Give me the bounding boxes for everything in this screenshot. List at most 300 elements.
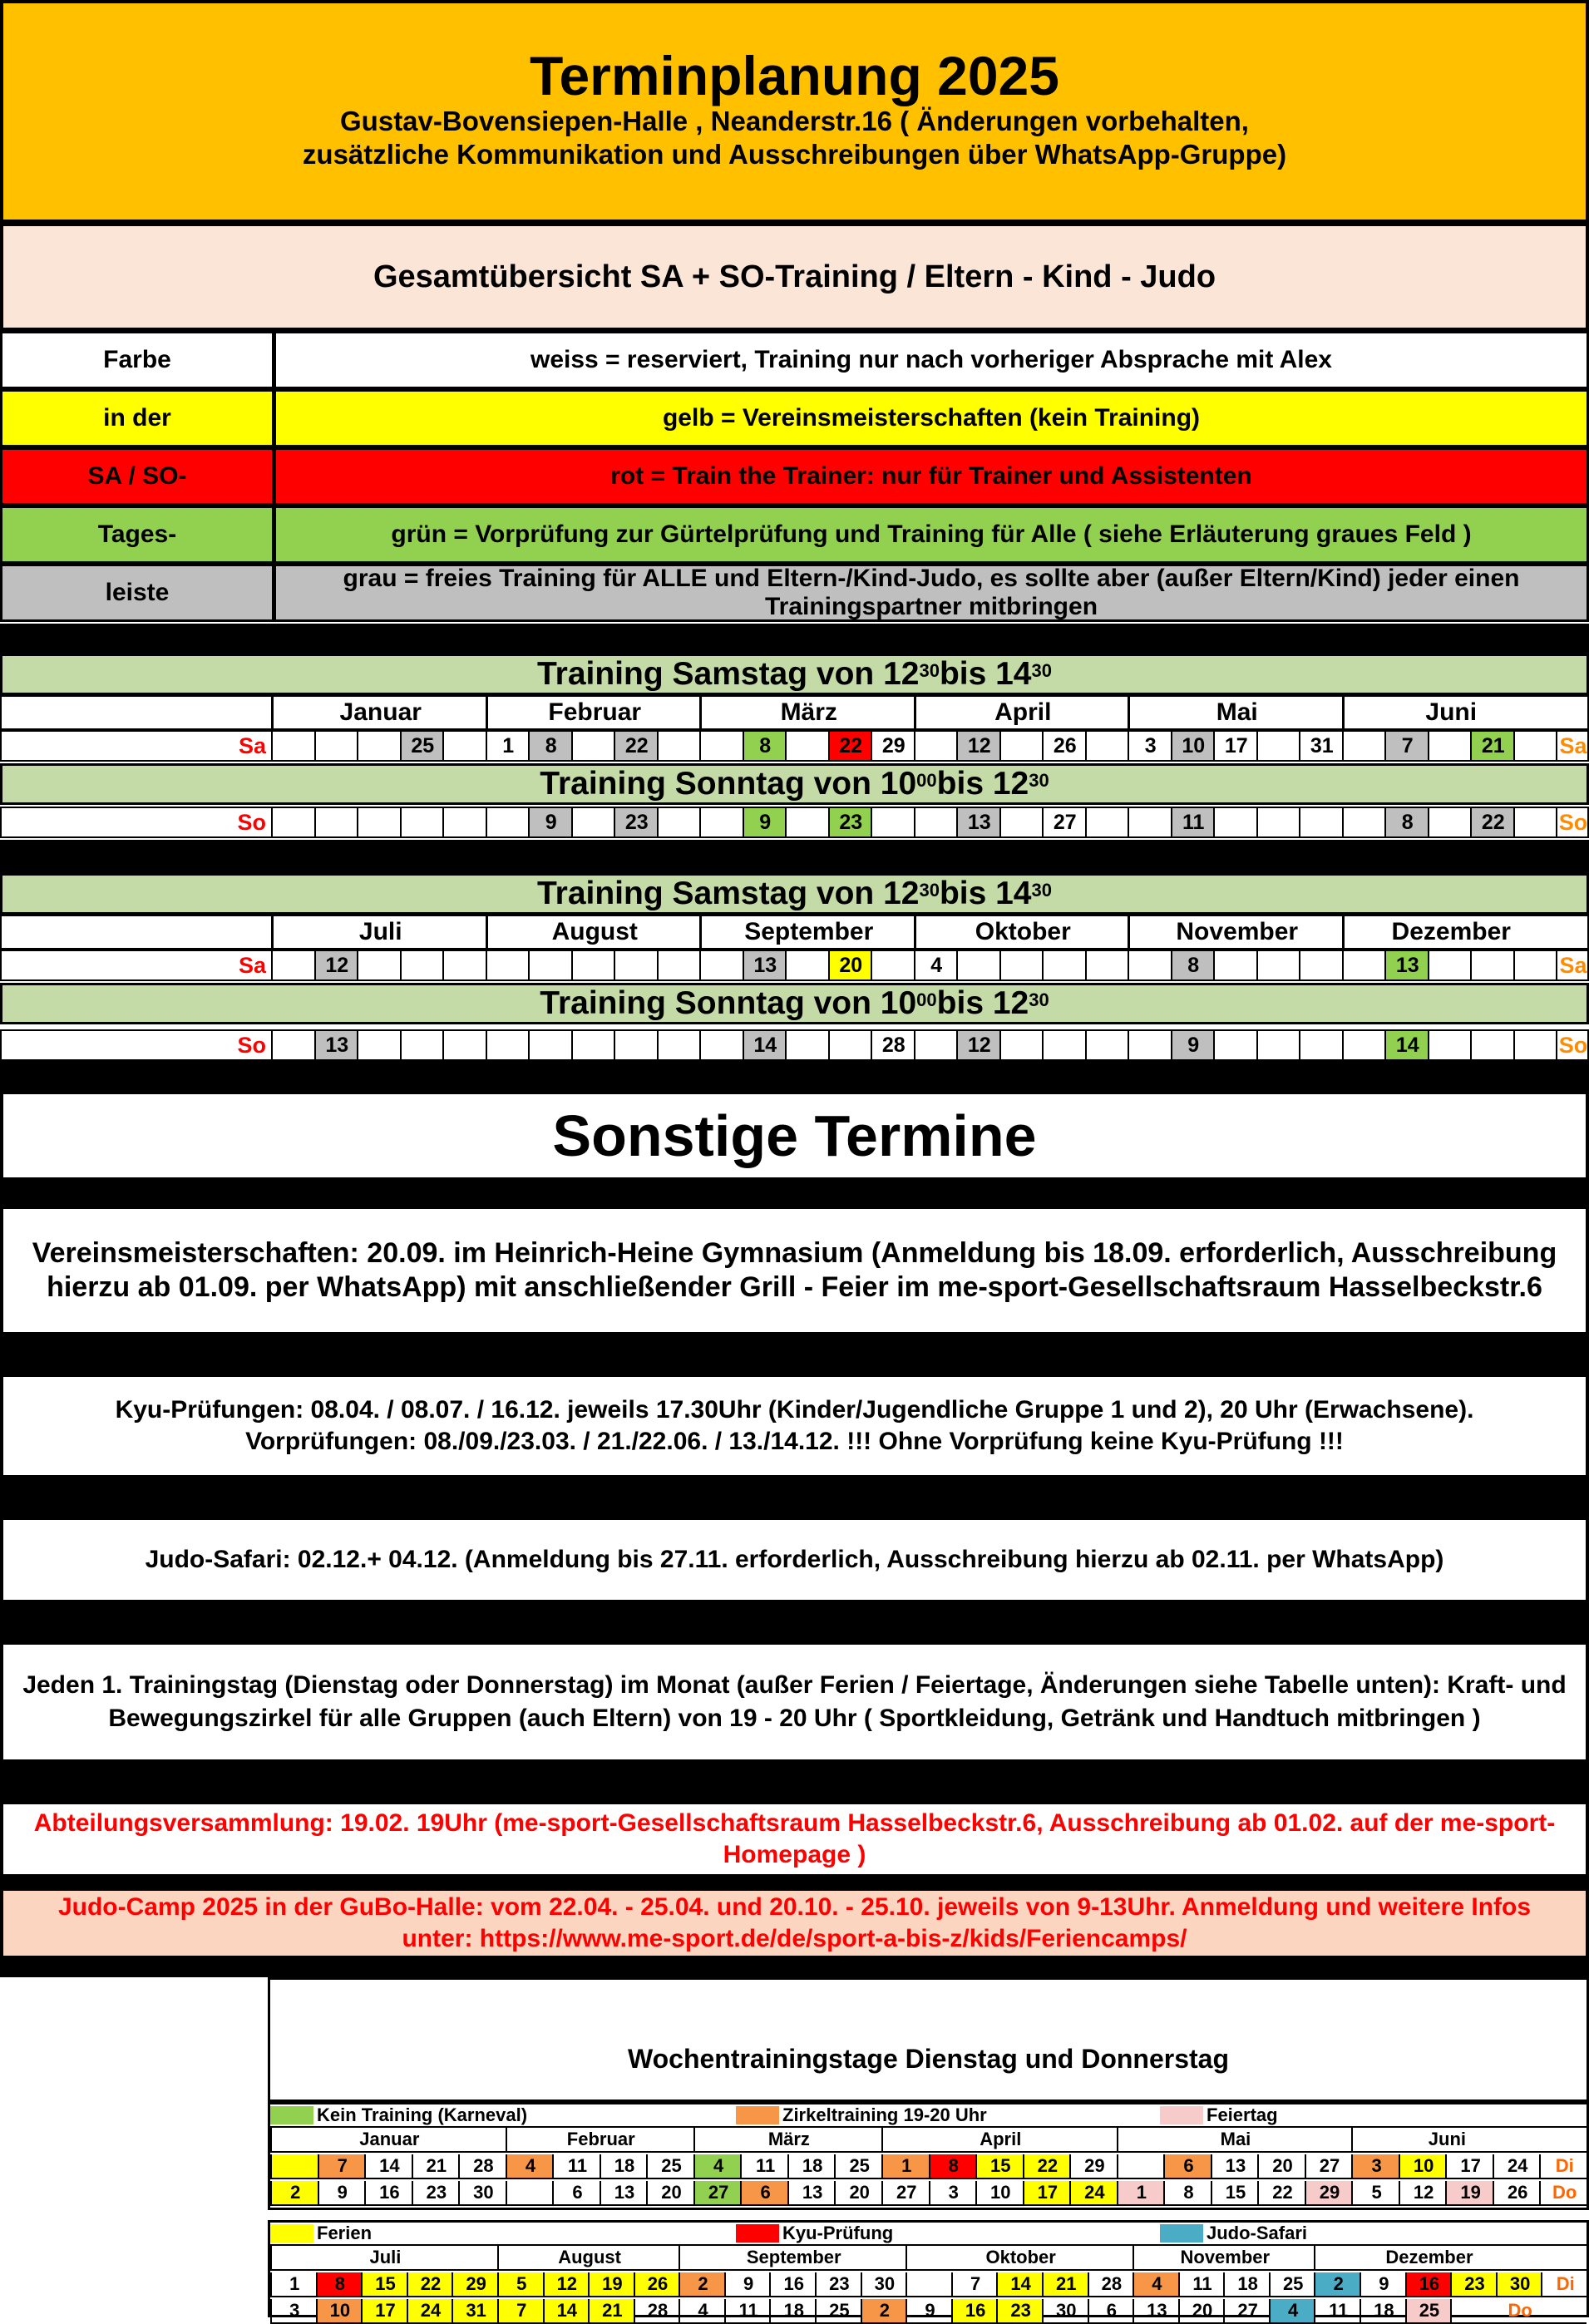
legend-swatch [270, 2224, 313, 2243]
day-cell: 11 [1171, 808, 1216, 836]
legend-row [0, 447, 1589, 506]
weekday-label: Di [1539, 2154, 1588, 2178]
day-cell [1299, 951, 1344, 979]
weekly-day-cell: 21 [1042, 2272, 1089, 2296]
weekly-day-cell: 19 [1445, 2181, 1494, 2204]
weekly-day-cell: 20 [646, 2181, 695, 2204]
sun-sup-1: 00 [916, 770, 937, 791]
weekly-day-cell: 13 [787, 2181, 836, 2204]
day-cell [657, 808, 702, 836]
day-cell [1513, 732, 1558, 760]
day-cell: 12 [956, 732, 1001, 760]
weekly-day-cell: 17 [1445, 2154, 1494, 2178]
legend-label: in der [2, 392, 276, 445]
legend-swatch [270, 2106, 313, 2124]
weekly-day-cell: 25 [646, 2154, 695, 2178]
weekly-day-cell: 22 [1257, 2181, 1306, 2204]
weekly-day-cell: 11 [1178, 2272, 1226, 2296]
weekly-day-cell: 7 [951, 2272, 999, 2296]
weekly-day-cell: 12 [543, 2272, 590, 2296]
day-cell [1342, 951, 1387, 979]
day-row-label-end: Sa [1556, 951, 1589, 979]
weekly-day-cell [506, 2181, 555, 2204]
weekly-day-cell: 9 [906, 2299, 953, 2322]
legend-label: leiste [2, 566, 276, 619]
weekly-day-cell: 16 [769, 2272, 817, 2296]
day-cell: 13 [956, 808, 1001, 836]
weekly-day-cell: 21 [588, 2299, 635, 2322]
day-cell [999, 732, 1044, 760]
sun-training-title-2 [0, 983, 1589, 1024]
day-cell [1513, 951, 1558, 979]
weekly-day-cell: 10 [1399, 2154, 1448, 2178]
weekday-label: Do [1450, 2299, 1588, 2322]
weekly-day-cell: 30 [1496, 2272, 1543, 2296]
weekly-day-cell: 23 [1450, 2272, 1498, 2296]
day-cell [271, 808, 316, 836]
weekly-day-cell: 18 [600, 2154, 649, 2178]
day-cell [528, 1031, 573, 1059]
weekly-day-cell: 14 [543, 2299, 590, 2322]
weekly-day-cell: 29 [1069, 2154, 1118, 2178]
weekly-day-cell: 28 [634, 2299, 681, 2322]
day-cell [1128, 951, 1172, 979]
weekly-table-half-1 [268, 2102, 1589, 2210]
day-cell [699, 808, 744, 836]
day-cell [614, 951, 659, 979]
weekly-day-cell: 23 [996, 2299, 1044, 2322]
day-cell [357, 951, 402, 979]
weekly-legend-row [270, 2223, 1587, 2246]
day-row-label-end: So [1556, 1031, 1589, 1059]
weekly-month-row [270, 2246, 1587, 2271]
weekly-month-label: Juli [270, 2246, 499, 2269]
weekly-day-cell: 2 [679, 2272, 726, 2296]
day-cell [1042, 951, 1087, 979]
legend-text: Kyu-Prüfung [782, 2223, 894, 2243]
weekly-day-cell [1117, 2154, 1166, 2178]
weekly-day-cell: 7 [497, 2299, 545, 2322]
month-label: März [699, 697, 916, 728]
divider [0, 1181, 1589, 1206]
weekly-day-cell: 6 [740, 2181, 789, 2204]
weekly-day-cell: 5 [497, 2272, 545, 2296]
day-cell [1470, 1031, 1515, 1059]
day-cell [1342, 732, 1387, 760]
legend-text: Feiertag [1207, 2104, 1278, 2125]
weekday-label: Do [1539, 2181, 1588, 2204]
weekly-day-cell: 27 [881, 2181, 930, 2204]
sun-sup-2: 30 [1029, 989, 1049, 1010]
weekly-day-cell: 10 [316, 2299, 363, 2322]
weekly-day-cell: 13 [600, 2181, 649, 2204]
kyu-line-1: Kyu-Prüfungen: 08.04. / 08.07. / 16.12. jeweils 17.30Uhr (Kinder/Jugendliche Gruppe 1 und 2), 20 Uhr (Erwachsene). [115, 1396, 1474, 1424]
legend-swatch [1160, 2224, 1203, 2243]
day-cell [657, 1031, 702, 1059]
month-label: Januar [271, 697, 488, 728]
day-cell [571, 808, 616, 836]
day-row-label: Sa [238, 952, 266, 978]
day-cell: 8 [1384, 808, 1429, 836]
legend-row [0, 389, 1589, 447]
day-cell [1513, 1031, 1558, 1059]
day-cell [486, 808, 530, 836]
weekly-day-cell: 24 [1493, 2154, 1542, 2178]
weekly-month-label: April [881, 2128, 1118, 2151]
weekly-day-cell: 29 [452, 2272, 499, 2296]
sun-sup-1: 00 [916, 989, 937, 1010]
weekly-day-cell: 9 [1360, 2272, 1407, 2296]
sat-title-mid: bis 14 [939, 656, 1032, 692]
weekly-day-cell: 15 [1211, 2181, 1260, 2204]
day-cell [956, 951, 1001, 979]
weekly-day-cell: 30 [861, 2272, 908, 2296]
weekly-day-cell: 30 [458, 2181, 507, 2204]
day-cell: 10 [1171, 732, 1216, 760]
month-label: Juli [271, 916, 488, 948]
weekly-month-label: Oktober [906, 2246, 1134, 2269]
weekly-day-cell: 13 [1133, 2299, 1180, 2322]
month-label: August [486, 916, 703, 948]
day-cell [1342, 1031, 1387, 1059]
weekly-day-cell: 5 [1351, 2181, 1400, 2204]
day-cell [785, 808, 830, 836]
day-cell [314, 808, 359, 836]
legend-label: SA / SO- [2, 450, 276, 503]
day-cell [699, 951, 744, 979]
weekly-month-label: März [693, 2128, 883, 2151]
weekly-day-cell: 3 [270, 2299, 318, 2322]
day-cell [442, 732, 487, 760]
day-cell [442, 808, 487, 836]
month-label: November [1128, 916, 1345, 948]
weekly-day-cell: 8 [316, 2272, 363, 2296]
day-cell: 4 [914, 951, 959, 979]
weekly-day-cell: 6 [1163, 2154, 1212, 2178]
weekly-day-cell: 25 [1405, 2299, 1453, 2322]
weekly-day-cell: 4 [679, 2299, 726, 2322]
day-row-label: Sa [238, 733, 266, 758]
weekly-day-row [270, 2272, 1587, 2297]
day-cell: 8 [1171, 951, 1216, 979]
weekly-day-cell: 17 [361, 2299, 408, 2322]
day-cell: 23 [828, 808, 873, 836]
month-label: Juni [1342, 697, 1559, 728]
sat-sup-2: 30 [1031, 660, 1052, 681]
weekly-legend-row [270, 2104, 1587, 2128]
weekly-day-cell: 22 [1023, 2154, 1072, 2178]
day-cell [571, 732, 616, 760]
weekly-day-cell: 23 [412, 2181, 461, 2204]
weekly-day-cell: 18 [787, 2154, 836, 2178]
sun-title-mid: bis 12 [936, 985, 1029, 1021]
day-cell [699, 1031, 744, 1059]
weekly-day-cell: 25 [1269, 2272, 1316, 2296]
weekly-day-cell: 2 [861, 2299, 908, 2322]
sun-sup-2: 30 [1029, 770, 1049, 791]
weekly-day-cell: 24 [407, 2299, 454, 2322]
legend-text: Ferien [317, 2223, 373, 2243]
day-cell: 7 [1384, 732, 1429, 760]
weekly-month-label: Februar [506, 2128, 695, 2151]
day-cell [1256, 951, 1301, 979]
day-cell [999, 951, 1044, 979]
day-cell [271, 951, 316, 979]
legend-swatch [1160, 2106, 1203, 2124]
divider [0, 1877, 1589, 1887]
day-cell: 12 [314, 951, 359, 979]
day-cell [1256, 1031, 1301, 1059]
day-cell [1042, 1031, 1087, 1059]
legend-description: grau = freies Training für ALLE und Eltern-/Kind-Judo, es sollte aber (außer Eltern/Kind) jeder einen Trainingspartner mitbringen [343, 565, 1520, 620]
weekly-day-cell: 18 [1360, 2299, 1407, 2322]
weekly-day-cell: 27 [693, 2181, 743, 2204]
month-label: Februar [486, 697, 703, 728]
day-cell: 29 [871, 732, 915, 760]
day-cell [1299, 1031, 1344, 1059]
weekly-day-cell: 4 [1133, 2272, 1180, 2296]
day-cell: 25 [400, 732, 445, 760]
weekly-day-cell: 7 [318, 2154, 367, 2178]
day-cell [785, 732, 830, 760]
weekly-day-cell [906, 2272, 953, 2296]
day-cell [1342, 808, 1387, 836]
weekly-month-label: August [497, 2246, 680, 2269]
weekly-day-cell: 8 [929, 2154, 978, 2178]
weekly-day-cell: 19 [588, 2272, 635, 2296]
weekly-day-cell: 1 [881, 2154, 930, 2178]
judo-safari-info: Judo-Safari: 02.12.+ 04.12. (Anmeldung bis 27.11. erforderlich, Ausschreibung hierzu ab 02.11. per WhatsApp) [0, 1517, 1589, 1603]
day-cell [1428, 732, 1473, 760]
weekly-day-row [270, 2299, 1587, 2324]
sat-sup-2: 30 [1031, 880, 1052, 900]
sat-day-row-1 [0, 730, 1589, 762]
weekly-day-cell: 8 [1163, 2181, 1212, 2204]
weekly-day-cell [270, 2154, 319, 2178]
zirkel-info: Jeden 1. Trainingstag (Dienstag oder Donnerstag) im Monat (außer Ferien / Feiertage, Änderungen siehe Tabelle unten): Kraft- und Bewegungszirkel für alle Gruppen (auch Eltern) von 19 - 20 Uhr ( Sportkleidung, Getränk und Handtuch mitbringen ) [0, 1641, 1589, 1763]
sat-title-mid: bis 14 [939, 876, 1032, 911]
day-cell [1256, 808, 1301, 836]
day-cell [357, 732, 402, 760]
month-label: September [699, 916, 916, 948]
weekly-day-cell: 31 [452, 2299, 499, 2322]
weekly-day-cell: 6 [1088, 2299, 1135, 2322]
day-cell [1085, 732, 1130, 760]
legend-label: Farbe [2, 333, 276, 387]
legend-text: Zirkeltraining 19-20 Uhr [782, 2104, 987, 2125]
day-row-label: So [237, 809, 266, 835]
day-cell [614, 1031, 659, 1059]
day-cell [871, 951, 915, 979]
weekly-day-cell: 11 [724, 2299, 772, 2322]
legend-label: Tages- [2, 508, 276, 561]
weekly-day-cell: 20 [834, 2181, 883, 2204]
divider [0, 624, 1589, 654]
weekly-day-cell: 16 [364, 2181, 413, 2204]
day-cell [400, 808, 445, 836]
weekly-day-cell: 28 [458, 2154, 507, 2178]
legend-description: weiss = reserviert, Training nur nach vorheriger Absprache mit Alex [530, 346, 1332, 373]
legend-text: Kein Training (Karneval) [317, 2104, 528, 2125]
day-cell: 17 [1213, 732, 1258, 760]
weekly-day-cell: 16 [1405, 2272, 1453, 2296]
month-row-1 [0, 695, 1589, 730]
weekly-day-cell: 1 [1117, 2181, 1166, 2204]
weekly-day-cell: 3 [1351, 2154, 1400, 2178]
day-cell [528, 951, 573, 979]
weekly-table-header [268, 1977, 1589, 2102]
weekly-day-row [270, 2154, 1587, 2179]
day-cell [999, 1031, 1044, 1059]
weekly-day-cell: 22 [407, 2272, 454, 2296]
day-cell: 8 [743, 732, 787, 760]
weekly-day-cell: 2 [1314, 2272, 1361, 2296]
weekly-day-cell: 23 [815, 2272, 862, 2296]
weekly-day-cell: 9 [724, 2272, 772, 2296]
day-cell: 12 [956, 1031, 1001, 1059]
legend-description: grün = Vorprüfung zur Gürtelprüfung und Training für Alle ( siehe Erläuterung graues Feld ) [391, 521, 1472, 548]
day-cell: 8 [528, 732, 573, 760]
weekly-day-cell: 27 [1305, 2154, 1354, 2178]
day-cell [828, 1031, 873, 1059]
day-cell [785, 951, 830, 979]
weekly-day-cell: 11 [740, 2154, 789, 2178]
weekly-day-cell: 4 [506, 2154, 555, 2178]
legend-text: Judo-Safari [1207, 2223, 1308, 2243]
weekly-day-cell: 26 [634, 2272, 681, 2296]
weekly-day-cell: 16 [951, 2299, 999, 2322]
day-cell: 14 [743, 1031, 787, 1059]
day-cell [1213, 1031, 1258, 1059]
day-cell [400, 951, 445, 979]
day-cell: 31 [1299, 732, 1344, 760]
day-cell [914, 1031, 959, 1059]
weekly-month-row [270, 2128, 1587, 2153]
day-cell: 22 [828, 732, 873, 760]
divider [0, 1335, 1589, 1374]
weekly-day-cell: 11 [1314, 2299, 1361, 2322]
weekly-day-row [270, 2181, 1587, 2206]
day-cell [1470, 951, 1515, 979]
month-label: Dezember [1342, 916, 1559, 948]
legend-row [0, 506, 1589, 564]
weekly-day-cell: 26 [1493, 2181, 1542, 2204]
weekday-label: Di [1541, 2272, 1588, 2296]
day-row-label: So [237, 1032, 266, 1058]
judo-camp-info: Judo-Camp 2025 in der GuBo-Halle: vom 22.04. - 25.04. und 20.10. - 25.10. jeweils von 9-13Uhr. Anmeldung und weitere Infos unter: https://www.me-sport.de/de/sport-a-bis-z/kids/Feriencamps/ [0, 1887, 1589, 1959]
day-cell [1256, 732, 1301, 760]
divider [0, 1478, 1589, 1517]
day-cell [1085, 808, 1130, 836]
weekly-day-cell: 10 [975, 2181, 1024, 2204]
day-cell [400, 1031, 445, 1059]
header-subtitle-2: zusätzliche Kommunikation und Ausschreibungen über WhatsApp-Gruppe) [302, 139, 1287, 170]
day-cell: 22 [614, 732, 659, 760]
day-cell [357, 808, 402, 836]
kyu-pruefungen-info [0, 1374, 1589, 1478]
legend-description: rot = Train the Trainer: nur für Trainer und Assistenten [610, 462, 1252, 490]
day-cell [914, 808, 959, 836]
day-cell: 14 [1384, 1031, 1429, 1059]
day-cell [486, 1031, 530, 1059]
day-cell [314, 732, 359, 760]
day-cell [1299, 808, 1344, 836]
day-cell [657, 951, 702, 979]
weekly-month-label: Dezember [1314, 2246, 1542, 2269]
sat-sup-1: 30 [919, 880, 940, 900]
sun-training-title-1 [0, 763, 1589, 805]
sat-day-row-2 [0, 950, 1589, 981]
spacer [268, 2210, 1589, 2220]
day-cell [1128, 1031, 1172, 1059]
weekly-month-label: Juni [1351, 2128, 1541, 2151]
weekly-day-cell: 29 [1305, 2181, 1354, 2204]
weekly-day-cell: 20 [1178, 2299, 1226, 2322]
weekly-day-cell: 30 [1042, 2299, 1089, 2322]
weekly-day-cell: 28 [1088, 2272, 1135, 2296]
day-cell: 28 [871, 1031, 915, 1059]
day-cell: 27 [1042, 808, 1087, 836]
day-cell [914, 732, 959, 760]
sun-day-row-1 [0, 807, 1589, 838]
weekly-day-cell: 13 [1211, 2154, 1260, 2178]
weekly-day-cell: 18 [1223, 2272, 1271, 2296]
divider [0, 1603, 1589, 1641]
day-cell [442, 1031, 487, 1059]
weekly-day-cell: 4 [693, 2154, 743, 2178]
sonstige-title: Sonstige Termine [0, 1091, 1589, 1181]
weekly-table-half-2 [268, 2220, 1589, 2321]
header-subtitle-1: Gustav-Bovensiepen-Halle , Neanderstr.16 ( Änderungen vorbehalten, [340, 106, 1249, 136]
month-label: Oktober [914, 916, 1131, 948]
sat-sup-1: 30 [919, 660, 940, 681]
day-cell: 13 [743, 951, 787, 979]
divider [0, 1763, 1589, 1801]
day-cell [271, 732, 316, 760]
weekly-day-cell: 25 [815, 2299, 862, 2322]
weekly-day-cell: 18 [769, 2299, 817, 2322]
weekly-day-cell: 25 [834, 2154, 883, 2178]
day-cell [1513, 808, 1558, 836]
weekly-month-label: September [679, 2246, 907, 2269]
day-cell: 23 [614, 808, 659, 836]
sat-training-title-2 [0, 873, 1589, 915]
weekly-day-cell: 24 [1069, 2181, 1118, 2204]
sat-title-text: Training Samstag von 12 [536, 876, 920, 911]
day-cell [999, 808, 1044, 836]
day-row-label-end: So [1556, 808, 1589, 836]
day-cell: 9 [1171, 1031, 1216, 1059]
day-cell [785, 1031, 830, 1059]
month-label: April [914, 697, 1131, 728]
weekly-day-cell: 1 [270, 2272, 318, 2296]
vereinsmeisterschaften-info: Vereinsmeisterschaften: 20.09. im Heinrich-Heine Gymnasium (Anmeldung bis 18.09. erforderlich, Ausschreibung hierzu ab 01.09. per WhatsApp) mit anschließender Grill - Feier im me-sport-Gesellschaftsraum Hasselbeckstr.6 [0, 1206, 1589, 1335]
weekly-day-cell: 4 [1269, 2299, 1316, 2322]
day-cell [1213, 808, 1258, 836]
weekly-month-label: Januar [270, 2128, 507, 2151]
day-cell [1428, 1031, 1473, 1059]
sun-title-text: Training Sonntag von 10 [540, 985, 917, 1021]
divider [0, 840, 1589, 873]
header [0, 0, 1589, 223]
day-cell: 9 [743, 808, 787, 836]
day-cell: 21 [1470, 732, 1515, 760]
weekly-day-cell: 17 [1023, 2181, 1072, 2204]
page-title: Terminplanung 2025 [530, 45, 1059, 106]
day-cell: 13 [314, 1031, 359, 1059]
day-cell: 9 [528, 808, 573, 836]
sat-training-title-1 [0, 654, 1589, 695]
